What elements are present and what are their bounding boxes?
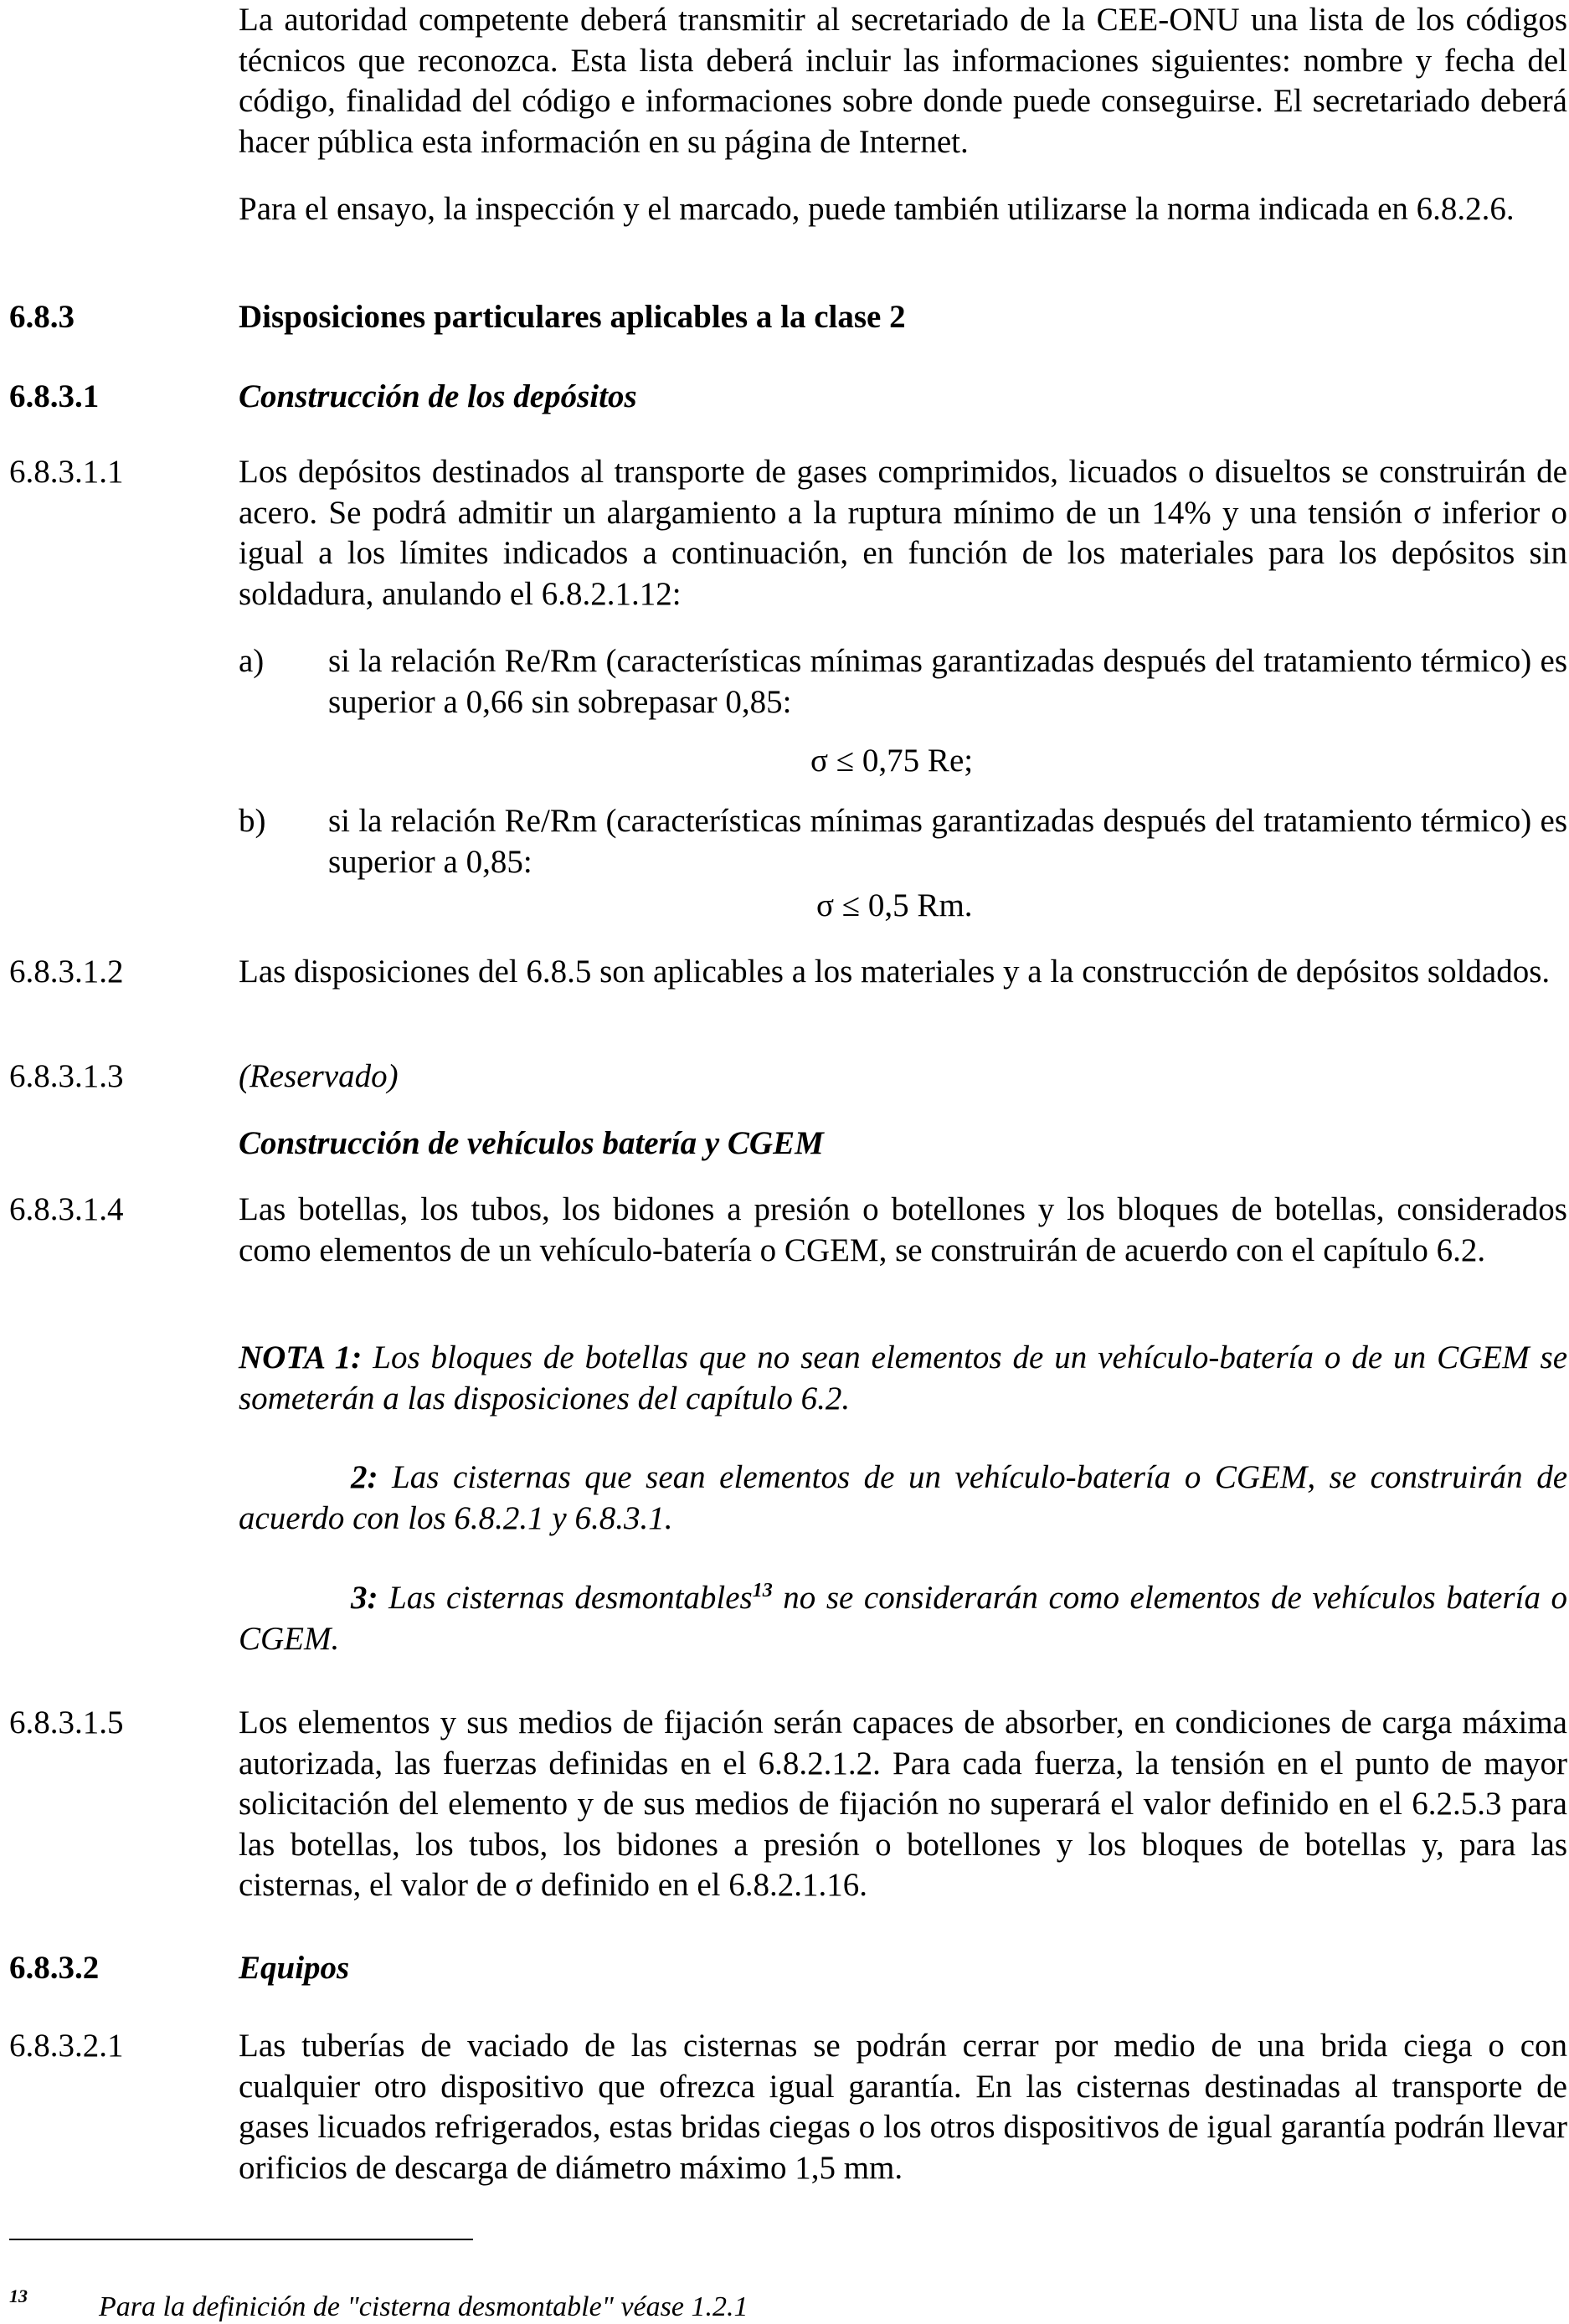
paragraph-number-6-8-3-2-1: 6.8.3.2.1	[9, 2028, 124, 2064]
intro-paragraph-1: La autoridad competente deberá transmitir al secretariado de la CEE-ONU una lista de los códigos técnicos que reconozca. Esta lista deberá incluir las informaciones siguientes: nombre y fecha del código, finalidad del código e informaciones sobre donde puede conseguirse. El secretariado deberá hacer pública esta información en su página de Internet.	[239, 2, 1567, 160]
paragraph-number-6-8-3-1-5: 6.8.3.1.5	[9, 1704, 124, 1740]
item-text-a: si la relación Re/Rm (características mínimas garantizadas después del tratamiento térmico) es superior a 0,66 sin sobrepasar 0,85:	[328, 643, 1567, 720]
formula-b: σ ≤ 0,5 Rm.	[816, 887, 973, 923]
section-number-6-8-3-2: 6.8.3.2	[9, 1950, 100, 1986]
paragraph-6-8-3-1-1: Los depósitos destinados al transporte de gases comprimidos, licuados o disueltos se construirán de acero. Se podrá admitir un alargamiento a la ruptura mínimo de un 14% y una tensión σ inferior o igual a los límites indicados a continuación, en función de los materiales para los depósitos sin soldadura, anulando el 6.8.2.1.12:	[239, 454, 1567, 612]
section-title-6-8-3-2: Equipos	[239, 1950, 350, 1986]
intro-paragraph-2: Para el ensayo, la inspección y el marcado, puede también utilizarse la norma indicada en 6.8.2.6.	[239, 191, 1515, 227]
paragraph-number-6-8-3-1-4: 6.8.3.1.4	[9, 1191, 124, 1227]
footnote-separator	[9, 2239, 473, 2240]
note-3	[239, 1578, 1567, 1659]
footnote-text: Para la definición de "cisterna desmontable" véase 1.2.1	[99, 2291, 748, 2322]
formula-a: σ ≤ 0,75 Re;	[810, 743, 974, 779]
note-2	[239, 1458, 1567, 1539]
paragraph-6-8-3-1-2: Las disposiciones del 6.8.5 son aplicables a los materiales y a la construcción de depósitos soldados.	[239, 954, 1551, 990]
note-1	[239, 1338, 1567, 1419]
item-letter-b: b)	[239, 803, 266, 839]
footnote-ref-13[interactable]: 13	[752, 1580, 773, 1602]
paragraph-6-8-3-1-5: Los elementos y sus medios de fijación serán capaces de absorber, en condiciones de carga máxima autorizada, las fuerzas definidas en el 6.8.2.1.2. Para cada fuerza, la tensión en el punto de mayor solicitación del elemento y de sus medios de fijación no superará el valor definido en el 6.2.5.3 para las botellas, los tubos, los bidones a presión o botellones y los bloques de botellas y, para las cisternas, el valor de σ definido en el 6.8.2.1.16.	[239, 1704, 1567, 1903]
paragraph-6-8-3-1-3: (Reservado)	[239, 1058, 399, 1094]
section-title-6-8-3: Disposiciones particulares aplicables a la clase 2	[239, 299, 906, 335]
paragraph-6-8-3-1-4: Las botellas, los tubos, los bidones a presión o botellones y los bloques de botellas, considerados como elementos de un vehículo-batería o CGEM, se construirán de acuerdo con el capítulo 6.2.	[239, 1191, 1567, 1268]
note-2-text: Las cisternas que sean elementos de un vehículo-batería o CGEM, se construirán de acuerdo con los 6.8.2.1 y 6.8.3.1.	[239, 1459, 1567, 1536]
paragraph-6-8-3-2-1: Las tuberías de vaciado de las cisternas se podrán cerrar por medio de una brida ciega o con cualquier otro dispositivo que ofrezca igual garantía. En las cisternas destinadas al transporte de gases licuados refrigerados, estas bridas ciegas o los otros dispositivos de igual garantía podrán llevar orificios de descarga de diámetro máximo 1,5 mm.	[239, 2028, 1567, 2186]
note-3-text-a: Las cisternas desmontables	[388, 1580, 753, 1616]
item-letter-a: a)	[239, 643, 265, 679]
note-1-label: NOTA 1:	[239, 1339, 363, 1375]
paragraph-number-6-8-3-1-3: 6.8.3.1.3	[9, 1058, 124, 1094]
note-3-label: 3:	[351, 1580, 378, 1616]
paragraph-number-6-8-3-1-2: 6.8.3.1.2	[9, 954, 124, 990]
section-title-6-8-3-1: Construcción de los depósitos	[239, 378, 637, 414]
note-2-label: 2:	[351, 1459, 378, 1495]
note-3-text-b: no se considerarán como elementos de vehículos batería o CGEM.	[239, 1580, 1568, 1657]
section-number-6-8-3: 6.8.3	[9, 299, 75, 335]
item-text-b: si la relación Re/Rm (características mínimas garantizadas después del tratamiento térmico) es superior a 0,85:	[328, 803, 1567, 880]
paragraph-number-6-8-3-1-1: 6.8.3.1.1	[9, 454, 124, 490]
footnote-mark: 13	[9, 2285, 28, 2306]
subheading-vehiculos-bateria: Construcción de vehículos batería y CGEM	[239, 1125, 824, 1161]
section-number-6-8-3-1: 6.8.3.1	[9, 378, 100, 414]
note-1-text: Los bloques de botellas que no sean elementos de un vehículo-batería o de un CGEM se someterán a las disposiciones del capítulo 6.2.	[239, 1339, 1567, 1417]
